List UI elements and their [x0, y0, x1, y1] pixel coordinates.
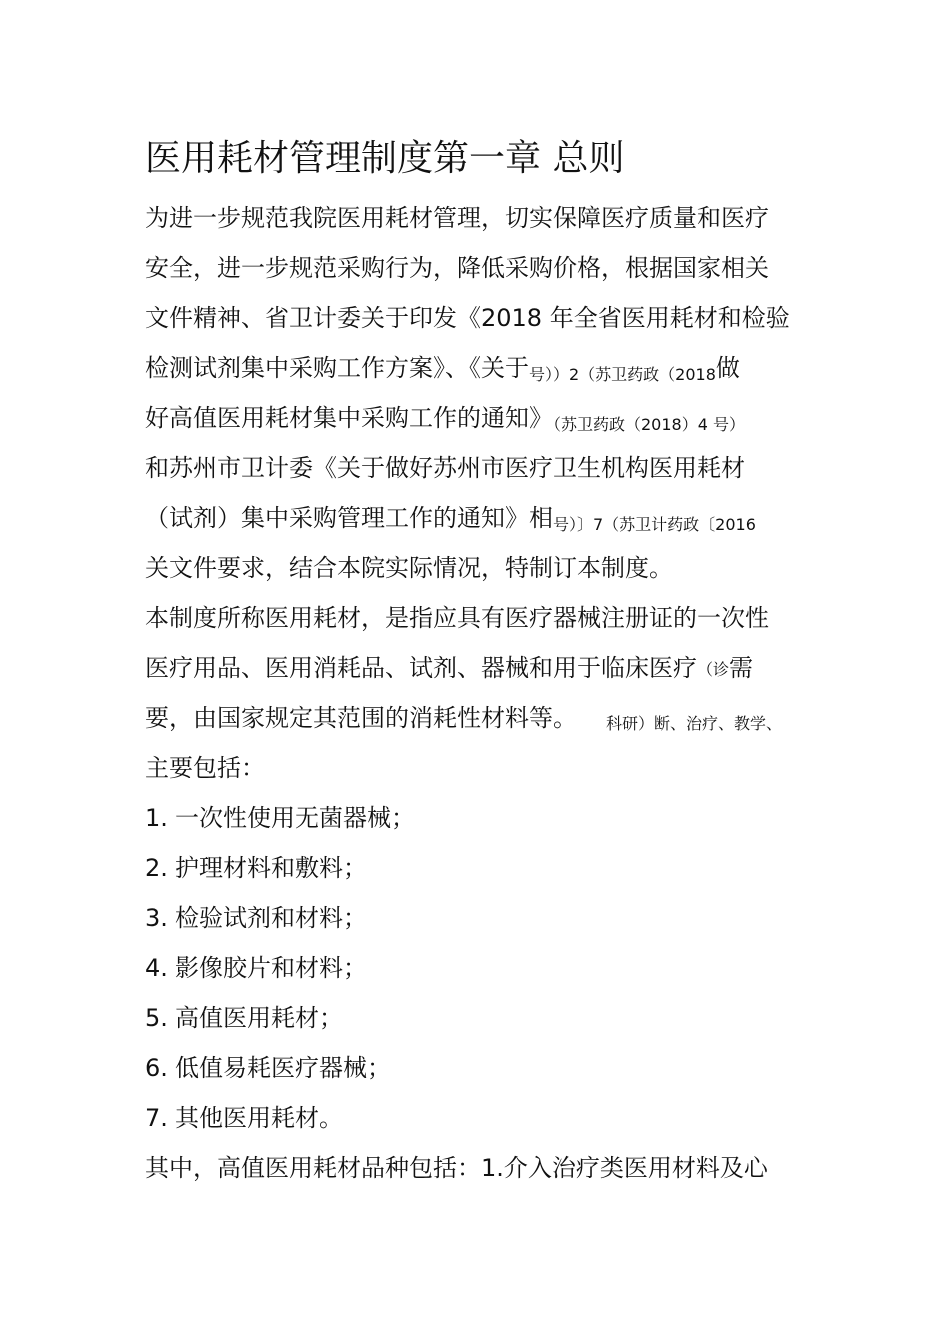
list-item: [145, 1000, 343, 1036]
list-item: [145, 950, 367, 986]
text-line: 主要包括：: [145, 754, 265, 782]
list-number: 5.: [145, 1004, 168, 1032]
list-text: 低值易耗医疗器械；: [175, 1054, 391, 1082]
text-line: 安全，进一步规范采购行为，降低采购价格，根据国家相关: [145, 254, 769, 282]
small-note: （诊: [697, 660, 730, 679]
text-segment: 医疗用品、医用消耗品、试剂、器械和用于临床医疗: [145, 654, 697, 682]
text-line: [145, 500, 756, 543]
text-segment: 需: [729, 654, 754, 682]
text-line: 本制度所称医用耗材，是指应具有医疗器械注册证的一次性: [145, 604, 769, 632]
list-item: [145, 1050, 391, 1086]
text-line: 文件精神、省卫计委关于印发《2018 年全省医用耗材和检验: [145, 304, 790, 332]
small-note: 号）〕7（苏卫计药政〔2016: [553, 515, 756, 534]
text-line: 和苏州市卫计委《关于做好苏州市医疗卫生机构医用耗材: [145, 454, 745, 482]
small-note: 号））2（苏卫药政（2018: [529, 365, 716, 384]
list-text: 其他医用耗材。: [175, 1104, 343, 1132]
text-segment: （试剂）集中采购管理工作的通知》相: [145, 504, 553, 532]
list-number: 6.: [145, 1054, 168, 1082]
list-item: [145, 1100, 343, 1136]
text-line: [145, 650, 753, 688]
text-segment: 做: [715, 354, 740, 382]
small-note: （苏卫药政（2018）4 号）: [553, 415, 745, 434]
text-line: 为进一步规范我院医用耗材管理，切实保障医疗质量和医疗: [145, 204, 769, 232]
list-number: 7.: [145, 1104, 168, 1132]
text-segment: 好高值医用耗材集中采购工作的通知》: [145, 404, 553, 432]
list-number: 1.: [145, 804, 168, 832]
text-segment: 检测试剂集中采购工作方案》、《关于: [145, 354, 529, 382]
small-note: 科研）断、治疗、教学、: [606, 714, 783, 733]
text-line: 其中，高值医用耗材品种包括：1.介入治疗类医用材料及心: [145, 1154, 768, 1182]
list-text: 影像胶片和材料；: [175, 954, 367, 982]
list-text: 高值医用耗材；: [175, 1004, 343, 1032]
list-text: 一次性使用无菌器械；: [175, 804, 415, 832]
text-line: [145, 400, 745, 443]
list-text: 护理材料和敷料；: [175, 854, 367, 882]
list-number: 3.: [145, 904, 168, 932]
list-text: 检验试剂和材料；: [175, 904, 367, 932]
page-title: 医用耗材管理制度第一章 总则: [145, 138, 625, 179]
text-line: 要，由国家规定其范围的消耗性材料等。: [145, 704, 577, 732]
list-item: [145, 850, 367, 886]
text-line: 关文件要求，结合本院实际情况，特制订本制度。: [145, 554, 673, 582]
list-item: [145, 900, 367, 936]
list-item: [145, 800, 415, 836]
text-line: [145, 350, 740, 393]
list-number: 2.: [145, 854, 168, 882]
list-number: 4.: [145, 954, 168, 982]
